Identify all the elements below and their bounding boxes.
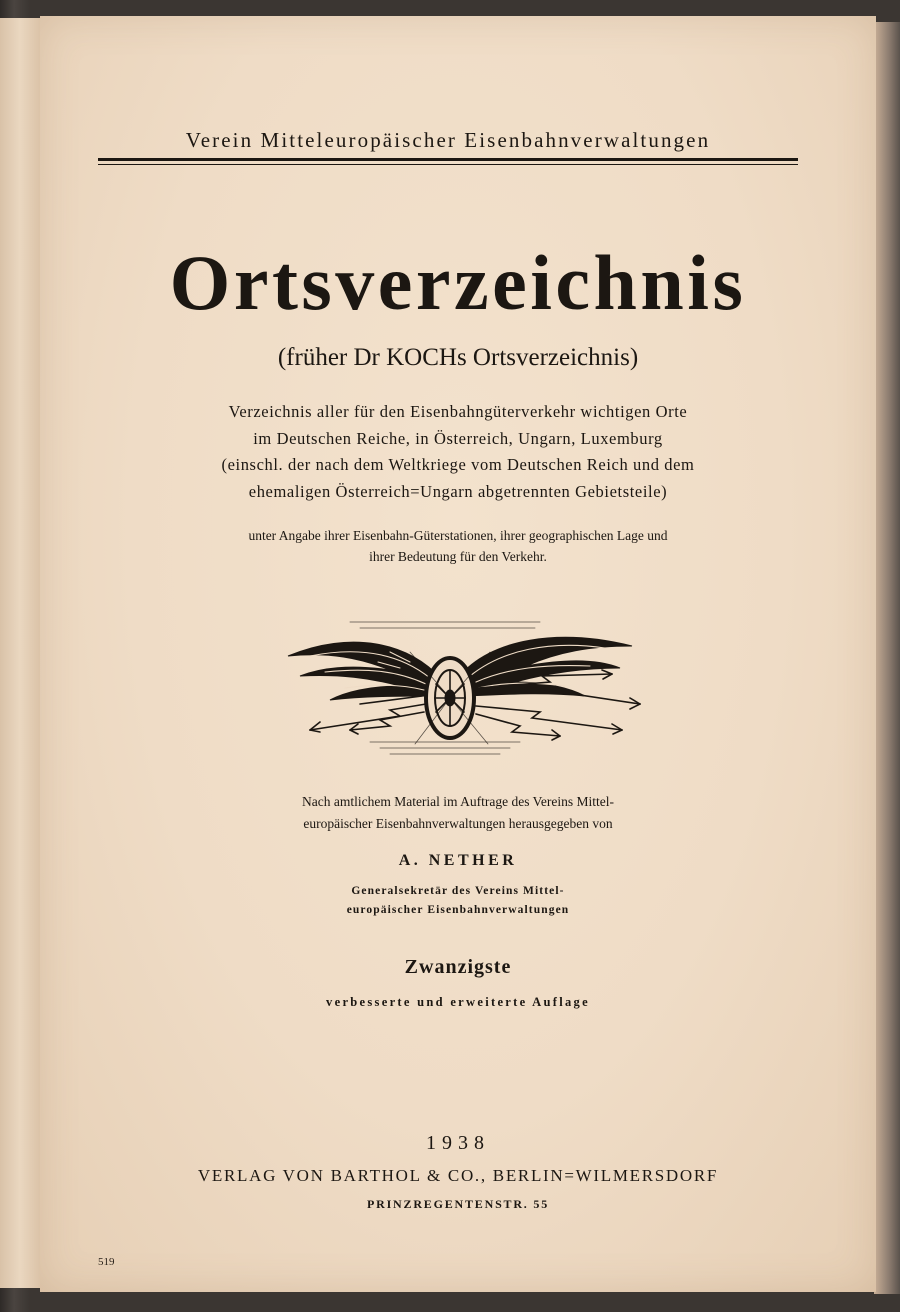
edition-number: Zwanzigste	[404, 956, 512, 978]
editor-role-line: Generalsekretär des Vereins Mittel-	[351, 885, 565, 897]
right-page-edge	[874, 22, 900, 1294]
editor-role-line: europäischer Eisenbahnverwaltungen	[346, 904, 570, 916]
description-line: (einschl. der nach dem Weltkriege vom Deutschen Reich und dem	[221, 455, 695, 474]
publisher-address: PRINZREGENTENSTR. 55	[366, 1197, 550, 1211]
scope-note-line: ihrer Bedeutung für den Verkehr.	[369, 549, 547, 564]
organization-header: Verein Mitteleuropäischer Eisenbahnverwaltungen	[185, 128, 711, 152]
editor-role	[120, 882, 796, 920]
publication-note	[120, 791, 796, 835]
description-line: ehemaligen Österreich=Ungarn abgetrennten Gebietsteile)	[248, 481, 668, 501]
scope-note	[120, 525, 796, 567]
page-subtitle: (früher Dr KOCHs Ortsverzeichnis)	[277, 344, 639, 371]
title-page	[40, 16, 876, 1292]
page-number: 519	[98, 1256, 115, 1268]
header-rule-thick	[98, 158, 798, 161]
page-title: Ortsverzeichnis	[169, 239, 747, 326]
header-rule-thin	[98, 164, 798, 165]
publication-note-line: europäischer Eisenbahnverwaltungen herausgegeben von	[303, 816, 613, 831]
publication-note-line: Nach amtlichem Material im Auftrage des Vereins Mittel-	[301, 794, 615, 809]
publisher-name: VERLAG VON BARTHOL & CO., BERLIN=WILMERSDORF	[197, 1166, 719, 1185]
publication-year: 1938	[426, 1132, 490, 1154]
description-line: Verzeichnis aller für den Eisenbahngüterverkehr wichtigen Orte	[228, 402, 688, 421]
description-block	[120, 399, 796, 505]
description-line: im Deutschen Reiche, in Österreich, Ungarn, Luxemburg	[253, 428, 663, 448]
winged-wheel-icon	[240, 612, 650, 762]
scope-note-line: unter Angabe ihrer Eisenbahn-Güterstationen, ihrer geographischen Lage und	[248, 528, 668, 543]
editor-name: A. NETHER	[398, 852, 518, 869]
edition-description: verbesserte und erweiterte Auflage	[326, 995, 590, 1009]
